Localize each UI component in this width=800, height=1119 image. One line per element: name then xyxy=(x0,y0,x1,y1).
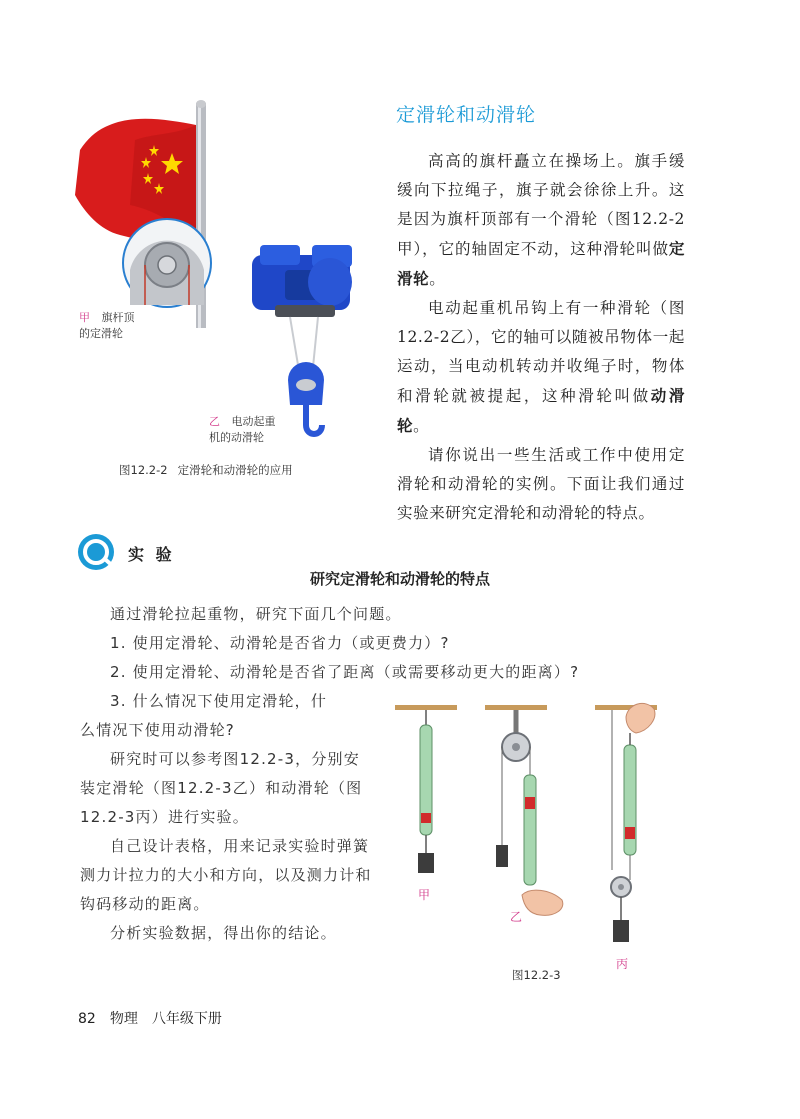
para1-text: 高高的旗杆矗立在操场上。旗手缓缓向下拉绳子，旗子就会徐徐上升。这是因为旗杆顶部有一个滑轮（图12.2-2甲），它的轴固定不动，这种滑轮叫做 xyxy=(397,152,685,258)
term-fixed-pulley: 定滑轮 xyxy=(397,239,685,288)
page-number: 82 xyxy=(78,1011,96,1027)
page-footer xyxy=(78,1008,236,1028)
experiment-title: 研究定滑轮和动滑轮的特点 xyxy=(309,570,490,588)
question-3-cont: 么情况下使用动滑轮? xyxy=(80,721,235,739)
fig2-label-b-text2: 机的动滑轮 xyxy=(209,431,264,444)
term-movable-pulley: 动滑轮 xyxy=(397,386,685,435)
footer-book: 八年级下册 xyxy=(151,1011,222,1027)
question-1: 1. 使用定滑轮、动滑轮是否省力（或更费力）? xyxy=(110,634,450,652)
fig3-caption: 图12.2-3 xyxy=(512,968,561,982)
fig2-label-b-text: 电动起重 xyxy=(231,415,276,428)
fig2-caption xyxy=(119,462,303,478)
fig3-label-b: 乙 xyxy=(510,910,523,924)
para2-text: 电动起重机吊钩上有一种滑轮（图12.2-2乙），它的轴可以随被吊物体一起运动，当电动机转动并收绳子时，物体和滑轮就被提起，这种滑轮叫做 xyxy=(397,299,685,405)
right-column-text xyxy=(397,147,685,528)
fig3-label-c: 丙 xyxy=(616,957,629,971)
para2-end: 。 xyxy=(413,417,430,435)
fig2-caption-text: 定滑轮和动滑轮的应用 xyxy=(177,463,293,477)
section-title: 定滑轮和动滑轮 xyxy=(396,104,537,126)
para3-text: 请你说出一些生活或工作中使用定滑轮和动滑轮的实例。下面让我们通过实验来研究定滑轮和动滑轮的特点。 xyxy=(397,446,685,522)
fig2-caption-num: 图12.2-2 xyxy=(119,463,168,477)
experiment-para-1: 研究时可以参考图12.2-3，分别安装定滑轮（图12.2-3乙）和动滑轮（图12.2-3丙）进行实验。 xyxy=(80,750,363,826)
experiment-para-2: 自己设计表格，用来记录实验时弹簧测力计拉力的大小和方向，以及测力计和钩码移动的距离。 xyxy=(80,837,372,913)
question-2: 2. 使用定滑轮、动滑轮是否省了距离（或需要移动更大的距离）? xyxy=(110,663,580,681)
figure-12-2-3 xyxy=(390,695,690,970)
fig2-label-a-text: 旗杆顶 xyxy=(101,311,135,324)
experiment-questions xyxy=(80,600,720,687)
fig2-label-a-mark: 甲 xyxy=(79,311,90,324)
experiment-icon xyxy=(76,532,122,572)
fig3-label-a: 甲 xyxy=(418,888,431,902)
question-3: 3. 什么情况下使用定滑轮，什 xyxy=(110,692,328,710)
experiment-intro: 通过滑轮拉起重物，研究下面几个问题。 xyxy=(110,605,402,623)
paragraph-examples xyxy=(397,441,685,528)
fig2-label-a-text2: 的定滑轮 xyxy=(79,327,123,340)
paragraph-movable-pulley xyxy=(397,294,685,441)
fig2-label-a xyxy=(79,310,135,342)
experiment-heading: 实 验 xyxy=(128,545,175,564)
figure-12-2-2 xyxy=(60,95,380,455)
experiment-para-3: 分析实验数据，得出你的结论。 xyxy=(110,924,337,942)
fig2-label-b-mark: 乙 xyxy=(209,415,220,428)
footer-subject: 物理 xyxy=(109,1011,138,1027)
experiment-left-column xyxy=(80,687,375,948)
para1-end: 。 xyxy=(429,270,446,288)
paragraph-fixed-pulley xyxy=(397,147,685,294)
fig2-label-b xyxy=(209,414,276,446)
